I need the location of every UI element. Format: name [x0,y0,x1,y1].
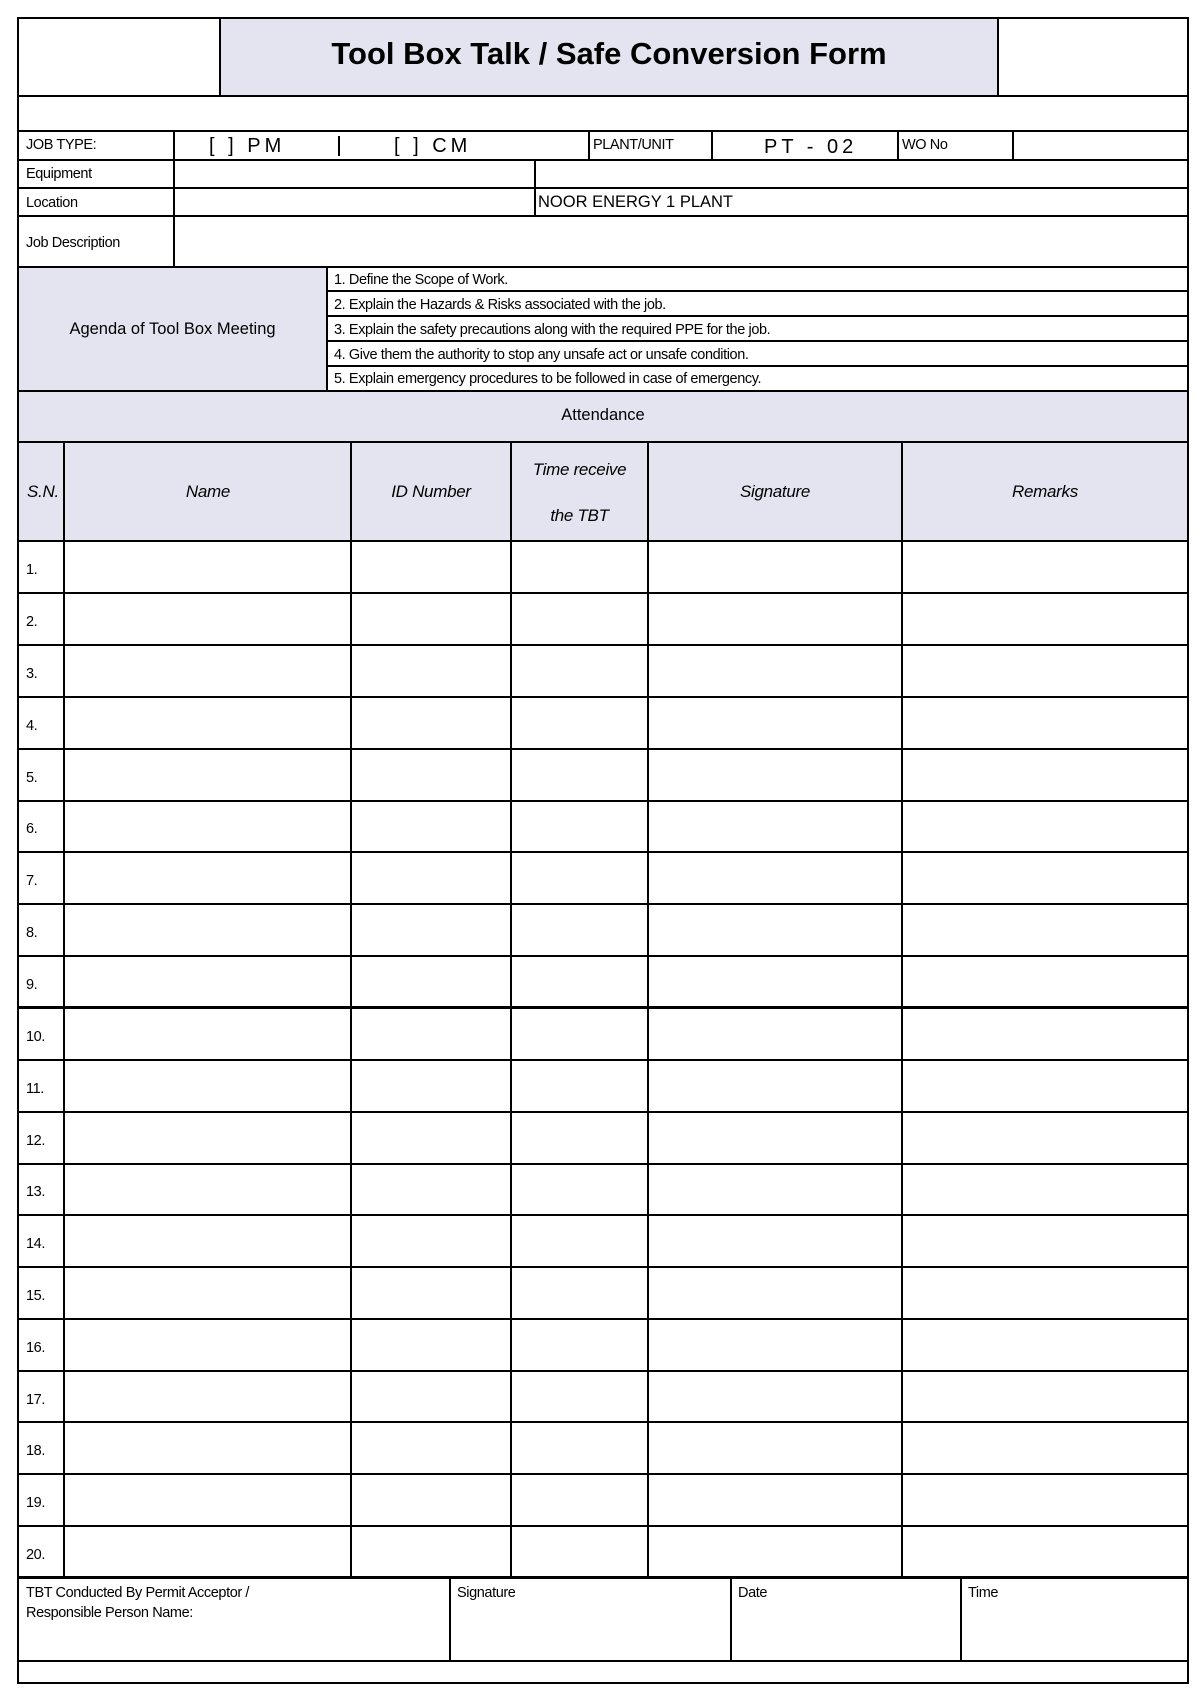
divider [17,748,1189,750]
divider [17,903,1189,905]
divider [960,1578,962,1662]
row-number: 20. [26,1547,45,1563]
job-description-label: Job Description [26,235,120,251]
divider [17,540,1189,542]
wo-number-field[interactable] [1014,132,1187,158]
divider [510,442,512,1576]
agenda-label: Agenda of Tool Box Meeting [69,320,276,338]
row-number: 8. [26,925,38,941]
attendance-title: Attendance [561,406,645,424]
row-number: 16. [26,1340,45,1356]
col-remarks-header: Remarks [1012,482,1078,501]
row-number: 5. [26,770,38,786]
divider [17,1111,1189,1113]
divider [17,851,1189,853]
equipment-field-2[interactable] [536,161,1187,187]
equipment-label: Equipment [26,166,92,182]
agenda-item-4: 4. Give them the authority to stop any unsafe act or unsafe condition. [334,347,749,363]
row-number: 10. [26,1029,45,1045]
col-name-header: Name [185,482,231,501]
agenda-item-5: 5. Explain emergency procedures to be followed in case of emergency. [334,371,762,387]
divider [326,340,1189,342]
divider [647,442,649,1576]
divider [326,365,1189,367]
divider [17,644,1189,646]
divider [326,315,1189,317]
row-number: 1. [26,562,38,578]
row-number: 2. [26,614,38,630]
divider [17,1214,1189,1216]
row-number: 9. [26,977,38,993]
divider [711,130,713,160]
divider [17,955,1189,957]
divider [326,290,1189,292]
agenda-item-1: 1. Define the Scope of Work. [334,272,508,288]
location-value[interactable]: NOOR ENERGY 1 PLANT [538,193,733,211]
divider [350,442,352,1576]
divider [897,130,899,160]
row-number: 18. [26,1443,45,1459]
col-signature-header: Signature [739,482,811,501]
row-number: 12. [26,1133,45,1149]
pm-checkbox[interactable]: [ ] PM [209,135,286,157]
row-number: 19. [26,1495,45,1511]
row-number: 3. [26,666,38,682]
footer-signature-label: Signature [457,1585,516,1601]
form-title: Tool Box Talk / Safe Conversion Form [331,36,887,71]
wo-number-label: WO No [902,137,948,153]
row-number: 13. [26,1184,45,1200]
agenda-item-2: 2. Explain the Hazards & Risks associated with the job. [334,297,666,313]
row-number: 6. [26,821,38,837]
footer-date-label: Date [738,1585,768,1601]
conducted-by-label-line1: TBT Conducted By Permit Acceptor / [26,1585,250,1601]
divider [326,267,328,391]
conducted-by-label-line2: Responsible Person Name: [26,1605,193,1621]
divider [17,1163,1189,1165]
divider [17,696,1189,698]
plant-unit-label: PLANT/UNIT [593,137,674,153]
divider [17,95,1189,97]
divider [17,1421,1189,1423]
divider [901,442,903,1576]
divider [17,1370,1189,1372]
cm-checkbox[interactable]: [ ] CM [394,135,472,157]
equipment-field[interactable] [175,161,533,187]
divider [17,1006,1189,1009]
row-number: 17. [26,1392,45,1408]
row-number: 11. [26,1081,44,1097]
agenda-item-3: 3. Explain the safety precautions along with the required PPE for the job. [334,322,771,338]
footer-time-label: Time [968,1585,999,1601]
divider [17,1576,1189,1579]
job-description-field[interactable] [175,217,1187,266]
col-time-header-line1: Time receive [532,460,627,479]
col-sn-header: S.N. [27,482,59,501]
divider [17,1059,1189,1061]
divider [17,1525,1189,1527]
divider [63,442,65,1576]
location-field[interactable] [175,189,533,215]
row-number: 15. [26,1288,45,1304]
divider [17,592,1189,594]
row-number: 14. [26,1236,45,1252]
divider [17,1660,1189,1662]
divider [588,130,590,160]
divider [17,1473,1189,1475]
row-number: 4. [26,718,38,734]
col-time-header-line2: the TBT [550,506,609,525]
divider [17,800,1189,802]
divider [730,1578,732,1662]
divider [17,1318,1189,1320]
location-label: Location [26,195,78,211]
divider [17,1266,1189,1268]
divider [449,1578,451,1662]
job-type-label: JOB TYPE: [26,137,97,153]
row-number: 7. [26,873,38,889]
col-id-header: ID Number [391,482,471,501]
plant-unit-value[interactable]: PT - 02 [764,136,858,158]
divider [338,136,340,156]
